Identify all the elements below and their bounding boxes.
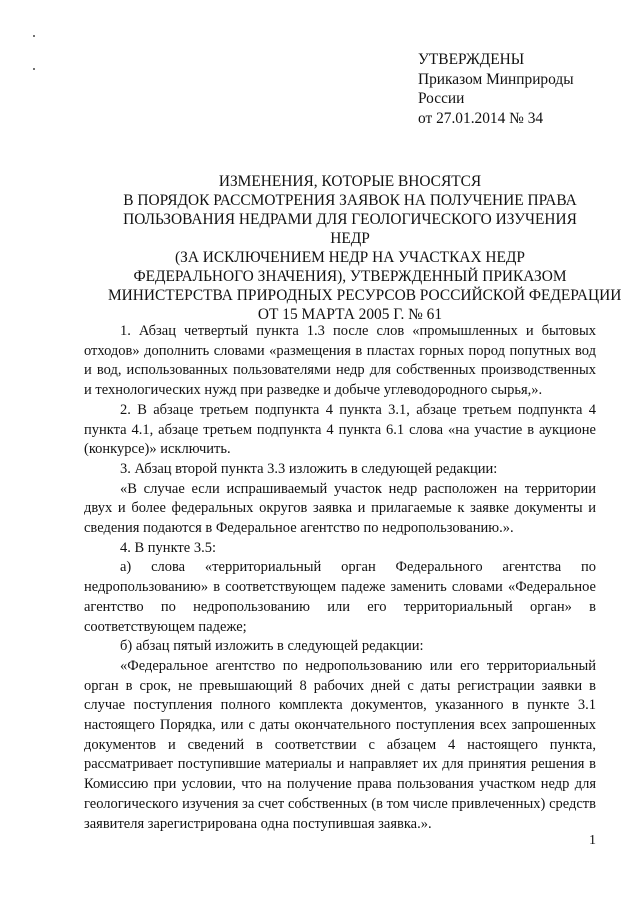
approval-date-number: от 27.01.2014 № 34 [418, 109, 544, 127]
paragraph: 4. В пункте 3.5: [120, 539, 216, 556]
approval-heading: УТВЕРЖДЕНЫ [418, 51, 525, 68]
approval-country: России [418, 90, 465, 107]
page-number: 1 [589, 833, 596, 848]
paragraph: 3. Абзац второй пункта 3.3 изложить в следующей редакции: [120, 460, 498, 477]
title-line: МИНИСТЕРСТВА ПРИРОДНЫХ РЕСУРСОВ РОССИЙСКОЙ ФЕДЕРАЦИИ [108, 287, 622, 304]
title-line: НЕДР [330, 230, 370, 247]
title-line: ПОЛЬЗОВАНИЯ НЕДРАМИ ДЛЯ ГЕОЛОГИЧЕСКОГО ИЗУЧЕНИЯ [123, 211, 577, 228]
paragraph: «Федеральное агентство по недропользованию или его территориальный орган в срок, не превышающий 8 рабочих дней с даты регистрации заявки в случае поступления полного комплекта документов, указанного в пункте 3.1 настоящего Порядка, или с даты окончательного поступления всех запрошенных документов и сведений в соответствии с абзацем 4 настоящего пункта, рассматривает поступившие материалы и направляет их для принятия решения в Комиссию при условии, что на получение права пользования участком недр для геологического изучения за счет собственных (в том числе привлеченных) средств заявителя зарегистрирована одна поступившая заявка.». [84, 657, 596, 832]
title-line: В ПОРЯДОК РАССМОТРЕНИЯ ЗАЯВОК НА ПОЛУЧЕНИЕ ПРАВА [123, 192, 577, 209]
paragraph: «В случае если испрашиваемый участок недр расположен на территории двух и более федеральных округов заявка и прилагаемые к заявке документы и сведения подаются в Федеральное агентство по недропользованию.». [84, 480, 596, 537]
paragraph: 1. Абзац четвертый пункта 1.3 после слов «промышленных и бытовых отходов» дополнить словами «размещения в пластах горных пород попутных вод и вод, использованных пользователями недр для собственных производственных и технологических нужд при разведке и добыче углеводородного сырья,». [84, 323, 596, 399]
paragraph: а) слова «территориальный орган Федерального агентства по недропользованию» в соответствующем падеже заменить словами «Федеральное агентство по недропользованию или его территориальный орган» в соответствующем падеже; [84, 559, 596, 635]
title-line: (ЗА ИСКЛЮЧЕНИЕМ НЕДР НА УЧАСТКАХ НЕДР [174, 249, 525, 266]
title-line: ОТ 15 МАРТА 2005 Г. № 61 [257, 306, 443, 323]
title-line: ФЕДЕРАЛЬНОГО ЗНАЧЕНИЯ), УТВЕРЖДЕННЫЙ ПРИКАЗОМ [133, 268, 567, 285]
scan-speck [33, 35, 35, 37]
document-title [108, 172, 622, 324]
title-line: ИЗМЕНЕНИЯ, КОТОРЫЕ ВНОСЯТСЯ [218, 173, 482, 190]
paragraph: б) абзац пятый изложить в следующей редакции: [120, 638, 424, 655]
paragraph: 2. В абзаце третьем подпункта 4 пункта 3.1, абзаце третьем подпункта 4 пункта 4.1, абзаце третьем подпункта 4 пункта 6.1 слова «на участие в аукционе (конкурсе)» исключить. [84, 401, 596, 458]
scan-speck [33, 68, 35, 70]
document-body [84, 322, 596, 834]
approval-stamp [418, 50, 574, 128]
approval-order: Приказом Минприроды [418, 70, 574, 88]
